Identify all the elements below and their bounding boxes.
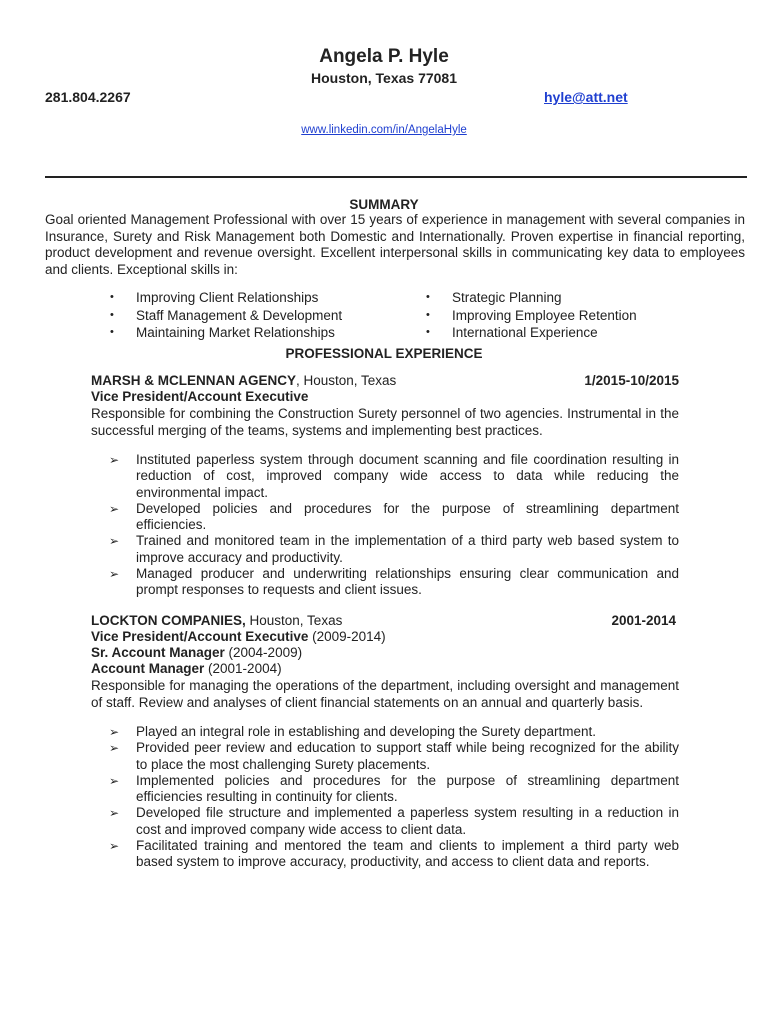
bullet-icon: • [426,308,430,321]
job-role: Account Manager (2001-2004) [91,661,282,676]
experience-heading: PROFESSIONAL EXPERIENCE [285,346,483,361]
company-name: LOCKTON COMPANIES, [91,613,246,628]
arrow-bullet-icon: ➢ [109,567,120,582]
job-achievements [91,452,679,599]
arrow-bullet-icon: ➢ [109,453,120,467]
linkedin-link[interactable]: www.linkedin.com/in/AngelaHyle [301,124,467,136]
bullet-icon: • [110,308,114,321]
job-dates: 2001-2014 [611,613,676,628]
list-item: ➢ Trained and monitored team in the implementation of a third party web based system to improve accuracy and productivity. [109,533,679,565]
job-header [91,373,679,389]
arrow-bullet-icon: ➢ [109,839,120,854]
candidate-name: Angela P. Hyle [319,46,449,67]
company-location: Houston, Texas [245,613,343,628]
email-link[interactable]: hyle@att.net [544,89,628,105]
job-description: Responsible for combining the Construction Surety personnel of two agencies. Instrumental in the successful merging of the teams, systems and implementing best practices. [91,406,679,438]
list-item: ➢ Played an integral role in establishing and developing the Surety department. [109,724,597,739]
candidate-location: Houston, Texas 77081 [310,70,458,86]
arrow-bullet-icon: ➢ [109,741,120,756]
skills-list: • Improving Client Relationships • Staff Management & Development • Maintaining Market Relationships • Strategic Planning • Improving Employee Retention • International Experience [110,290,637,340]
arrow-bullet-icon: ➢ [109,725,120,739]
summary-paragraph: Goal oriented Management Professional with over 15 years of experience in management with several companies in Insurance, Surety and Risk Management both Domestic and Internationally. Proven expertise in financial reporting, product development and revenue oversight. Excellent interpersonal skills in communicating key data to employees and clients. Exceptional skills in: [45,212,745,277]
list-item: ➢ Managed producer and underwriting relationships ensuring clear communication and prompt responses to requests and client issues. [109,566,679,598]
list-item: ➢ Provided peer review and education to support staff while being recognized for the ability to place the most challenging Surety placements. [109,740,679,772]
job-role: Vice President/Account Executive (2009-2014) [91,629,386,644]
job-header [91,613,676,629]
job-description: Responsible for managing the operations of the department, including oversight and management of staff. Review and analyses of client financial statements on an annual and quarterly basis. [91,678,679,710]
job-entry-marsh [91,373,679,599]
bullet-icon: • [426,326,430,338]
bullet-icon: • [426,291,430,303]
list-item: ➢ Instituted paperless system through document scanning and file coordination resulting in reduction of cost, improved company wide access to data while reducing the environmental impact. [109,452,679,500]
header-divider [45,176,747,178]
arrow-bullet-icon: ➢ [109,806,120,821]
phone-number: 281.804.2267 [45,89,131,105]
job-entry-lockton [91,613,679,871]
job-dates: 1/2015-10/2015 [584,373,679,388]
arrow-bullet-icon: ➢ [109,534,120,549]
company-location: , Houston, Texas [296,373,397,388]
list-item: ➢ Facilitated training and mentored the team and clients to implement a third party web based system to improve accuracy, productivity, and access to client data and reports. [109,838,679,870]
list-item: ➢ Implemented policies and procedures for the purpose of streamlining department efficiencies resulting in continuity for clients. [109,772,679,805]
job-role: Vice President/Account Executive [91,389,309,404]
job-role: Sr. Account Manager (2004-2009) [91,645,303,660]
bullet-icon: • [110,326,114,338]
bullet-icon: • [110,291,114,303]
summary-heading: SUMMARY [349,197,419,212]
arrow-bullet-icon: ➢ [109,773,120,788]
company-name: MARSH & MCLENNAN AGENCY [91,373,296,388]
list-item: ➢ Developed policies and procedures for the purpose of streamlining department efficiencies. [109,500,679,533]
list-item: ➢ Developed file structure and implemented a paperless system resulting in a reduction in cost and improved company wide access to client data. [109,805,679,837]
arrow-bullet-icon: ➢ [109,501,120,516]
job-achievements [91,724,679,871]
